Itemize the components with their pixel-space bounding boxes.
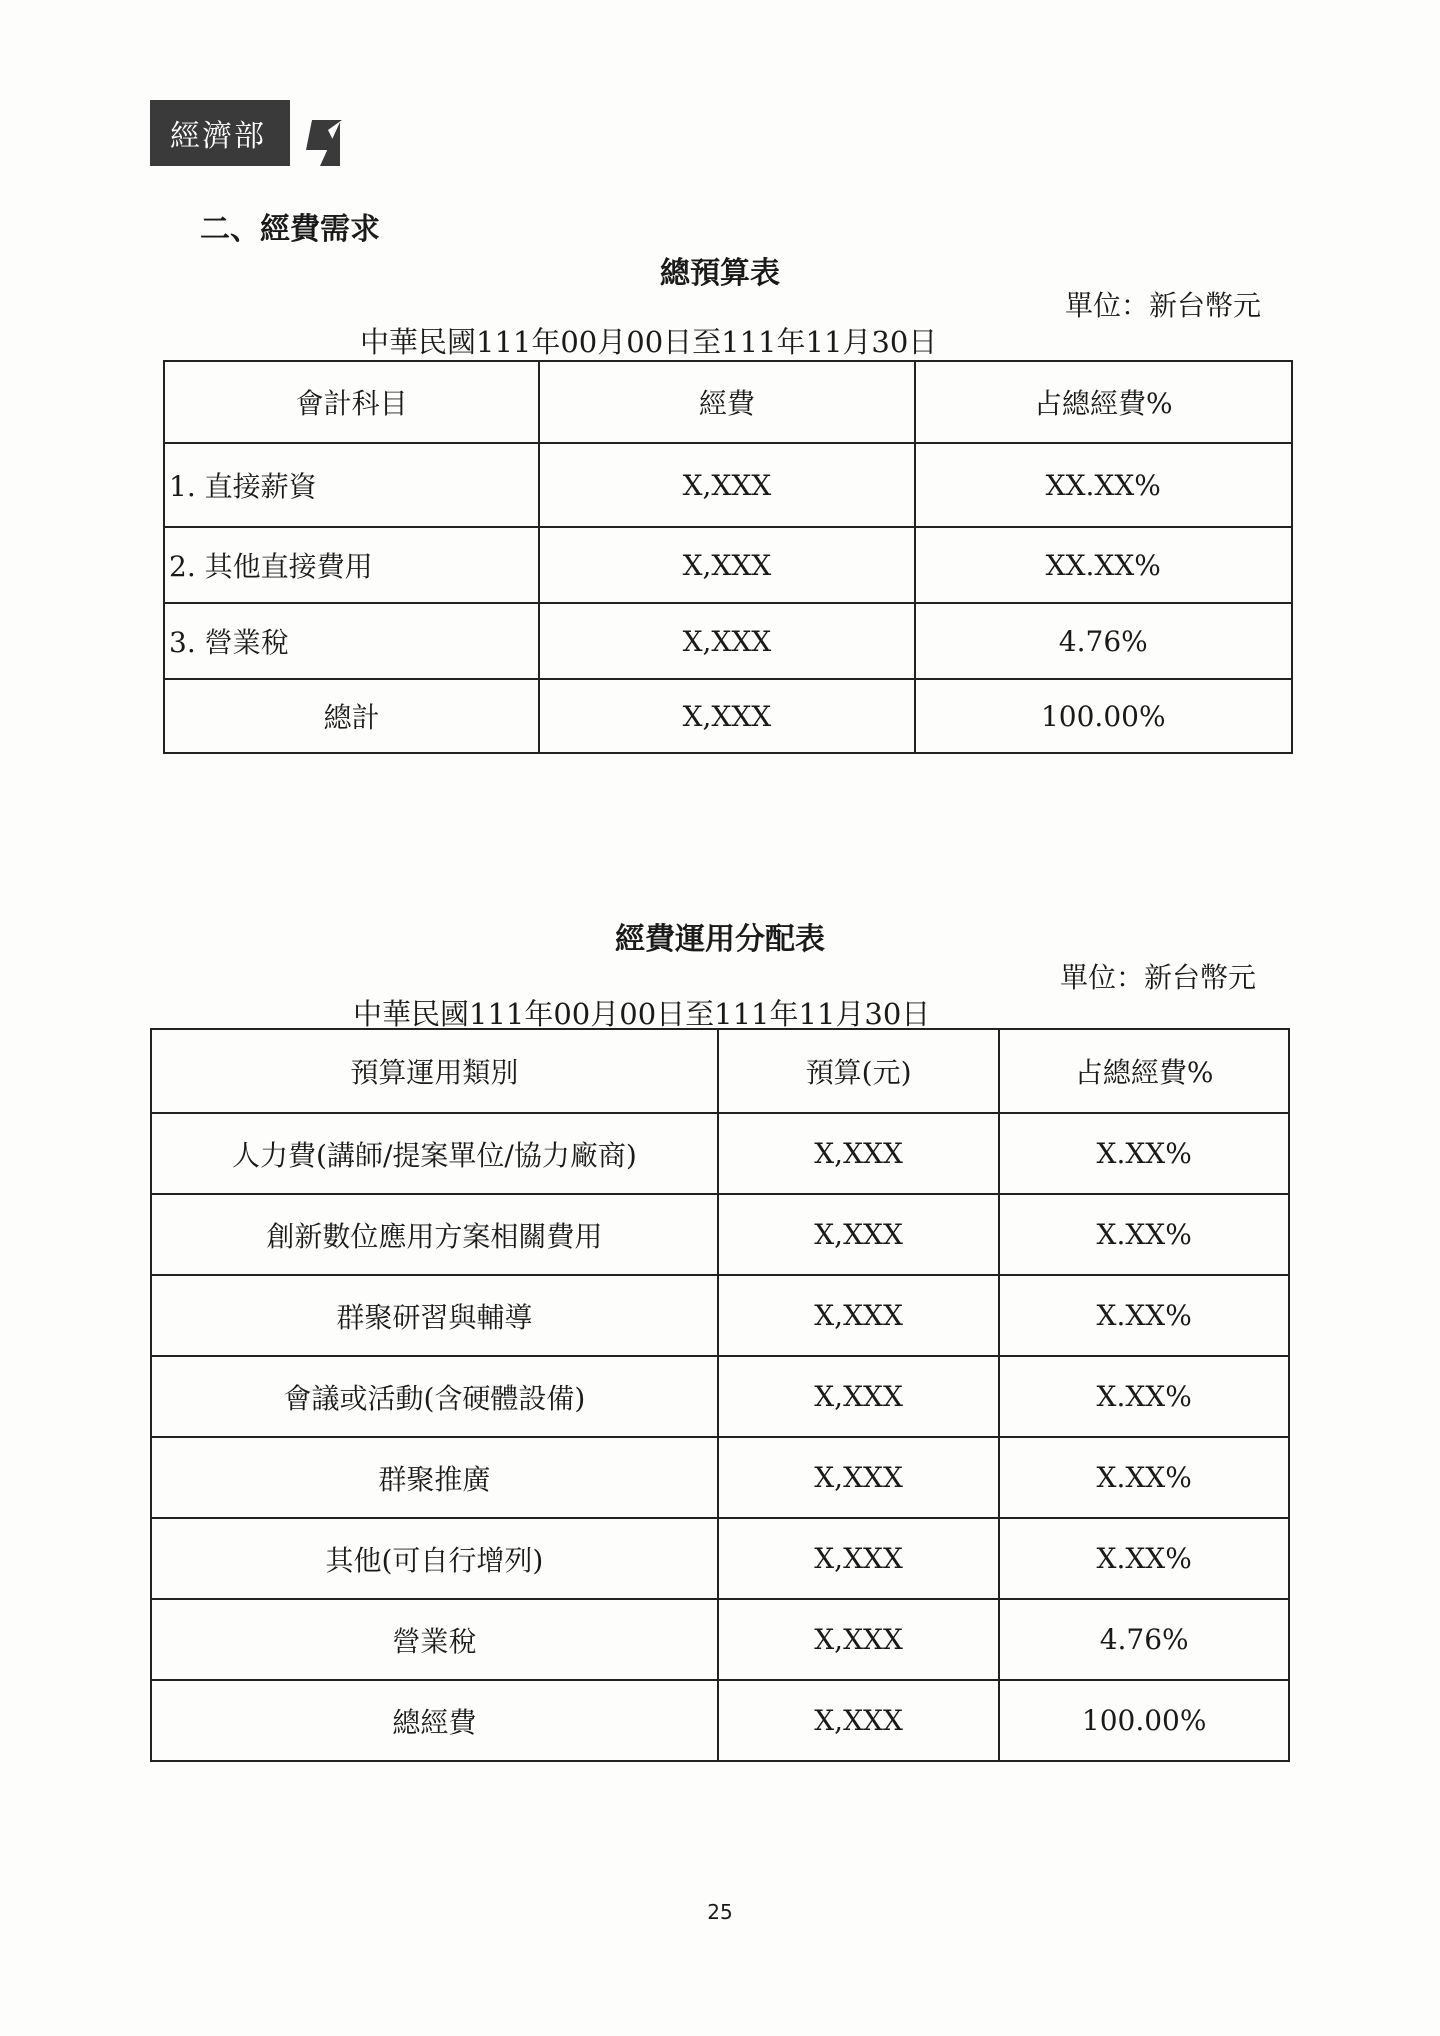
percent-cell: 100.00% <box>999 1680 1289 1761</box>
table-row <box>164 443 1292 527</box>
header-cell: 占總經費% <box>999 1029 1289 1113</box>
amount-cell: X,XXX <box>718 1518 1000 1599</box>
table-row <box>151 1194 1289 1275</box>
percent-cell: XX.XX% <box>915 527 1292 603</box>
table-header-row <box>164 361 1292 443</box>
table-row <box>164 603 1292 679</box>
table1-unit: 單位：新台幣元 <box>1065 289 1262 322</box>
account-cell: 3. 營業稅 <box>164 603 539 679</box>
amount-cell: X,XXX <box>539 603 914 679</box>
category-cell: 人力費(講師/提案單位/協力廠商) <box>151 1113 718 1194</box>
header-cell: 預算(元) <box>718 1029 1000 1113</box>
amount-cell: X,XXX <box>718 1356 1000 1437</box>
percent-cell: X.XX% <box>999 1194 1289 1275</box>
percent-cell: X.XX% <box>999 1275 1289 1356</box>
percent-cell: 4.76% <box>999 1599 1289 1680</box>
percent-cell: 4.76% <box>915 603 1292 679</box>
table-row <box>151 1113 1289 1194</box>
page-number: 25 <box>707 1900 733 1924</box>
amount-cell: X,XXX <box>539 679 914 753</box>
percent-cell: X.XX% <box>999 1518 1289 1599</box>
category-cell: 群聚研習與輔導 <box>151 1275 718 1356</box>
account-cell: 2. 其他直接費用 <box>164 527 539 603</box>
table-row <box>151 1275 1289 1356</box>
header-cell: 預算運用類別 <box>151 1029 718 1113</box>
table-row <box>151 1680 1289 1761</box>
category-cell: 總經費 <box>151 1680 718 1761</box>
percent-cell: X.XX% <box>999 1113 1289 1194</box>
table1-period: 中華民國111年00月00日至111年11月30日 <box>360 325 938 359</box>
percent-cell: XX.XX% <box>915 443 1292 527</box>
category-cell: 其他(可自行增列) <box>151 1518 718 1599</box>
header-cell: 會計科目 <box>164 361 539 443</box>
percent-cell: X.XX% <box>999 1356 1289 1437</box>
amount-cell: X,XXX <box>718 1113 1000 1194</box>
table-header-row <box>151 1029 1289 1113</box>
table-row <box>164 679 1292 753</box>
table2-title: 經費運用分配表 <box>615 922 825 957</box>
table-row <box>164 527 1292 603</box>
table-row <box>151 1518 1289 1599</box>
percent-cell: 100.00% <box>915 679 1292 753</box>
logo-mark-icon <box>290 100 350 166</box>
category-cell: 創新數位應用方案相關費用 <box>151 1194 718 1275</box>
logo-text: 經濟部 <box>170 119 266 154</box>
account-cell: 1. 直接薪資 <box>164 443 539 527</box>
category-cell: 營業稅 <box>151 1599 718 1680</box>
table-row <box>151 1437 1289 1518</box>
category-cell: 群聚推廣 <box>151 1437 718 1518</box>
table1-title: 總預算表 <box>660 256 780 291</box>
amount-cell: X,XXX <box>718 1680 1000 1761</box>
budget-allocation-table <box>150 1028 1290 1762</box>
table2-unit: 單位：新台幣元 <box>1060 961 1257 994</box>
amount-cell: X,XXX <box>718 1275 1000 1356</box>
account-cell: 總計 <box>164 679 539 753</box>
ministry-logo <box>150 100 340 166</box>
table-row <box>151 1599 1289 1680</box>
header-cell: 占總經費% <box>915 361 1292 443</box>
amount-cell: X,XXX <box>718 1599 1000 1680</box>
section-heading: 二、經費需求 <box>200 212 380 247</box>
percent-cell: X.XX% <box>999 1437 1289 1518</box>
header-cell: 經費 <box>539 361 914 443</box>
amount-cell: X,XXX <box>718 1194 1000 1275</box>
table-row <box>151 1356 1289 1437</box>
table2-period: 中華民國111年00月00日至111年11月30日 <box>353 997 931 1031</box>
amount-cell: X,XXX <box>539 443 914 527</box>
amount-cell: X,XXX <box>539 527 914 603</box>
category-cell: 會議或活動(含硬體設備) <box>151 1356 718 1437</box>
amount-cell: X,XXX <box>718 1437 1000 1518</box>
total-budget-table <box>163 360 1293 754</box>
